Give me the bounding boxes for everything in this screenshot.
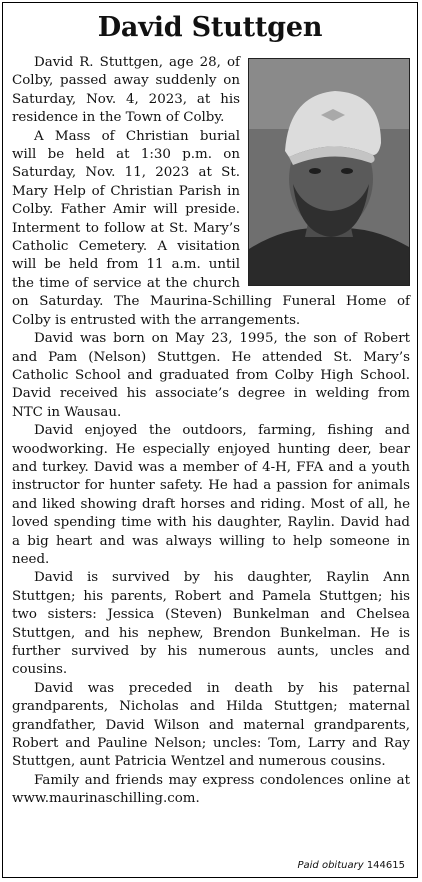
obituary-card bbox=[2, 2, 418, 878]
obituary-paragraph-5: David is survived by his daughter, Raylin Ann Stuttgen; his parents, Robert and Pamela Stuttgen; his two sisters: Jessica (Steven) Bunkelman and Chelsea Stuttgen, and his nephew, Brendon Bunkelman. He is further survived by his numerous aunts, uncles and cousins. bbox=[12, 570, 410, 678]
portrait-photo bbox=[248, 58, 410, 286]
obituary-paragraph-1: David R. Stuttgen, age 28, of Colby, passed away suddenly on Saturday, Nov. 4, 2023, at his residence in the Town of Colby. bbox=[12, 55, 240, 126]
obituary-body bbox=[12, 54, 410, 809]
paid-obituary-label: Paid obituary bbox=[297, 860, 364, 871]
obituary-paragraph-2: A Mass of Christian burial will be held at 1:30 p.m. on Saturday, Nov. 11, 2023 at St. Mary Help of Christian Parish in Colby. Father Amir will preside. Interment to follow at St. Mary’s Catholic Cemetery. A visitation will be held from 11 a.m. until the time of service at the church on Saturday. The Maurina-Schilling Funeral Home of Colby is entrusted with the arrangements. bbox=[12, 128, 410, 328]
obituary-paragraph-4: David enjoyed the outdoors, farming, fishing and woodworking. He especially enjoyed hunting deer, bear and turkey. David was a member of 4-H, FFA and a youth instructor for hunter safety. He had a passion for animals and liked showing draft horses and riding. Most of all, he loved spending time with his daughter, Raylin. David had a big heart and was always willing to help someone in need. bbox=[12, 423, 410, 567]
obituary-footer bbox=[298, 860, 406, 872]
ad-number: 144615 bbox=[366, 860, 405, 871]
obituary-paragraph-7: Family and friends may express condolences online at www.maurinaschilling.com. bbox=[12, 772, 410, 807]
obituary-paragraph-3: David was born on May 23, 1995, the son of Robert and Pam (Nelson) Stuttgen. He attended St. Mary’s Catholic School and graduated from Colby High School. David received his associate’s degree in welding from NTC in Wausau. bbox=[12, 331, 410, 420]
obituary-paragraph-6: David was preceded in death by his paternal grandparents, Nicholas and Hilda Stuttgen; maternal grandfather, David Wilson and maternal grandparents, Robert and Pauline Nelson; uncles: Tom, Larry and Ray Stuttgen, aunt Patricia Wentzel and numerous cousins. bbox=[12, 680, 410, 770]
obituary-name: David Stuttgen bbox=[97, 12, 323, 43]
